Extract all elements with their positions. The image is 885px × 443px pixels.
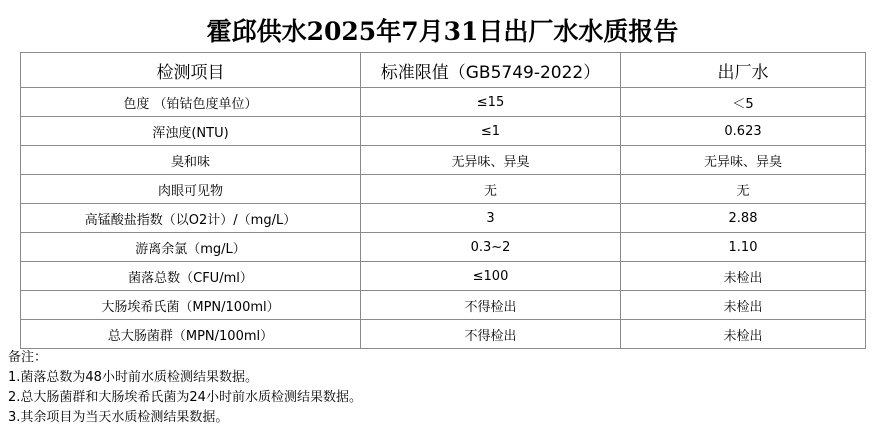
cell-item: 菌落总数（CFU/ml） (21, 262, 361, 291)
cell-standard: 3 (361, 204, 621, 233)
note-line-3: 3.其余项目为当天水质检测结果数据。 (8, 410, 229, 425)
note-line-1: 1.菌落总数为48小时前水质检测结果数据。 (8, 370, 258, 385)
cell-item: 浑浊度(NTU) (21, 117, 361, 146)
cell-output: 未检出 (621, 291, 866, 320)
notes-heading: 备注： (8, 350, 48, 365)
cell-item: 高锰酸盐指数（以O2计）/（mg/L） (21, 204, 361, 233)
cell-standard: 不得检出 (361, 291, 621, 320)
cell-standard: 无异味、异臭 (361, 146, 621, 175)
cell-standard: ≤100 (361, 262, 621, 291)
cell-standard: ≤1 (361, 117, 621, 146)
table-row (21, 320, 866, 349)
table-row (21, 204, 866, 233)
table-row (21, 117, 866, 146)
cell-output: ＜5 (621, 88, 866, 117)
cell-item: 色度 （铂钴色度单位） (21, 88, 361, 117)
table-header-row (21, 53, 866, 88)
table-row (21, 146, 866, 175)
notes-section (8, 348, 868, 428)
column-header-output: 出厂水 (621, 53, 866, 88)
cell-output: 未检出 (621, 320, 866, 349)
cell-output: 1.10 (621, 233, 866, 262)
column-header-item: 检测项目 (21, 53, 361, 88)
cell-item: 游离余氯（mg/L） (21, 233, 361, 262)
cell-standard: 无 (361, 175, 621, 204)
table-row (21, 175, 866, 204)
cell-output: 未检出 (621, 262, 866, 291)
cell-output: 无异味、异臭 (621, 146, 866, 175)
table-row (21, 291, 866, 320)
cell-output: 无 (621, 175, 866, 204)
cell-item: 臭和味 (21, 146, 361, 175)
column-header-standard: 标准限值（GB5749-2022） (361, 53, 621, 88)
cell-item: 大肠埃希氏菌（MPN/100ml） (21, 291, 361, 320)
water-quality-table (20, 52, 866, 349)
cell-standard: 不得检出 (361, 320, 621, 349)
cell-standard: ≤15 (361, 88, 621, 117)
table-row (21, 233, 866, 262)
page-title: 霍邱供水2025年7月31日出厂水水质报告 (206, 17, 679, 46)
cell-item: 总大肠菌群（MPN/100ml） (21, 320, 361, 349)
cell-output: 2.88 (621, 204, 866, 233)
table-row (21, 88, 866, 117)
table-row (21, 262, 866, 291)
cell-output: 0.623 (621, 117, 866, 146)
note-line-2: 2.总大肠菌群和大肠埃希氏菌为24小时前水质检测结果数据。 (8, 390, 362, 405)
cell-item: 肉眼可见物 (21, 175, 361, 204)
cell-standard: 0.3~2 (361, 233, 621, 262)
